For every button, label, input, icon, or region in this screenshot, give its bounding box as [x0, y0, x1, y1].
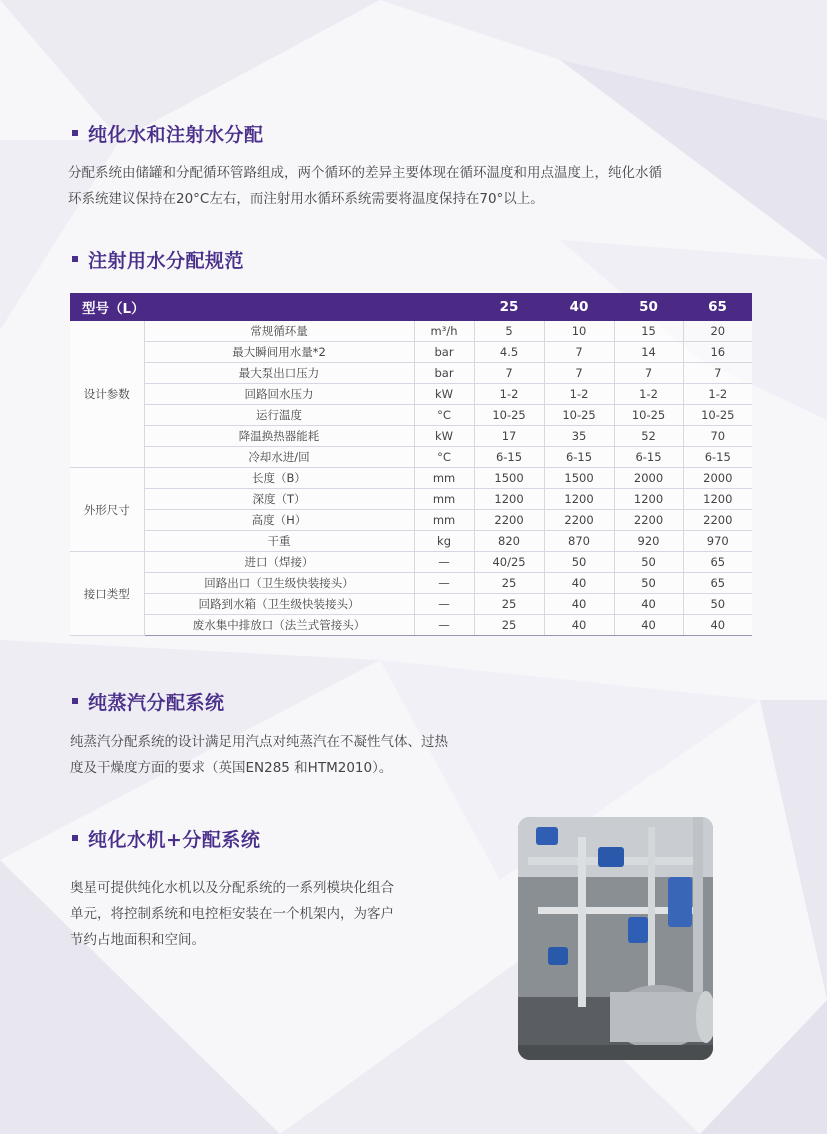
- unit-cell: kW: [414, 384, 474, 405]
- unit-cell: —: [414, 573, 474, 594]
- parameter-label: 最大泵出口压力: [144, 363, 414, 384]
- table-row: [70, 384, 752, 405]
- value-cell: 1-2: [474, 384, 544, 405]
- parameter-label: 降温换热器能耗: [144, 426, 414, 447]
- value-cell: 70: [683, 426, 752, 447]
- value-cell: 1500: [544, 468, 614, 489]
- unit-cell: mm: [414, 489, 474, 510]
- value-cell: 15: [614, 321, 683, 342]
- value-cell: 5: [474, 321, 544, 342]
- value-cell: 52: [614, 426, 683, 447]
- value-cell: 40: [614, 594, 683, 615]
- value-cell: 870: [544, 531, 614, 552]
- table-row: [70, 510, 752, 531]
- section-paragraph-pure-steam: 纯蒸汽分配系统的设计满足用汽点对纯蒸汽在不凝性气体、过热 度及干燥度方面的要求（英国EN285 和HTM2010）。: [70, 734, 448, 776]
- section-title-purified-water: 纯化水和注射水分配: [72, 121, 264, 145]
- table-row: [70, 405, 752, 426]
- value-cell: 40/25: [474, 552, 544, 573]
- value-cell: 25: [474, 594, 544, 615]
- value-cell: 65: [683, 552, 752, 573]
- value-cell: 7: [614, 363, 683, 384]
- value-cell: 17: [474, 426, 544, 447]
- section-paragraph-purified-water: 分配系统由储罐和分配循环管路组成，两个循环的差异主要体现在循环温度和用点温度上，纯化水循 环系统建议保持在20°C左右，而注射用水循环系统需要将温度保持在70°以上。: [68, 165, 662, 207]
- parameter-label: 长度（B）: [144, 468, 414, 489]
- table-row: [70, 447, 752, 468]
- value-cell: 6-15: [683, 447, 752, 468]
- value-cell: 40: [683, 615, 752, 636]
- header-model-50: 50: [614, 293, 683, 321]
- section-title-wfi-spec: 注射用水分配规范: [72, 247, 244, 271]
- value-cell: 50: [544, 552, 614, 573]
- value-cell: 7: [683, 363, 752, 384]
- value-cell: 820: [474, 531, 544, 552]
- value-cell: 2200: [474, 510, 544, 531]
- spec-table: [70, 293, 752, 636]
- value-cell: 2200: [614, 510, 683, 531]
- value-cell: 10-25: [683, 405, 752, 426]
- value-cell: 7: [474, 363, 544, 384]
- equipment-photo: [518, 817, 713, 1060]
- parameter-label: 回路回水压力: [144, 384, 414, 405]
- bullet-square-icon: [72, 130, 78, 136]
- group-label: 接口类型: [70, 552, 144, 636]
- value-cell: 65: [683, 573, 752, 594]
- value-cell: 1200: [544, 489, 614, 510]
- group-label: 设计参数: [70, 321, 144, 468]
- value-cell: 35: [544, 426, 614, 447]
- parameter-label: 回路出口（卫生级快装接头）: [144, 573, 414, 594]
- value-cell: 25: [474, 615, 544, 636]
- bullet-square-icon: [72, 698, 78, 704]
- parameter-label: 回路到水箱（卫生级快装接头）: [144, 594, 414, 615]
- value-cell: 10: [544, 321, 614, 342]
- table-row: [70, 615, 752, 636]
- parameter-label: 高度（H）: [144, 510, 414, 531]
- section-title-pure-steam: 纯蒸汽分配系统: [72, 689, 225, 713]
- header-model-25: 25: [474, 293, 544, 321]
- parameter-label: 最大瞬间用水量*2: [144, 342, 414, 363]
- value-cell: 2000: [614, 468, 683, 489]
- unit-cell: kg: [414, 531, 474, 552]
- parameter-label: 干重: [144, 531, 414, 552]
- value-cell: 4.5: [474, 342, 544, 363]
- value-cell: 1-2: [683, 384, 752, 405]
- header-model: 型号（L）: [70, 293, 474, 321]
- value-cell: 1200: [683, 489, 752, 510]
- unit-cell: mm: [414, 510, 474, 531]
- unit-cell: mm: [414, 468, 474, 489]
- value-cell: 1-2: [614, 384, 683, 405]
- value-cell: 50: [614, 552, 683, 573]
- unit-cell: bar: [414, 363, 474, 384]
- section-paragraph-purified-machine: 奥星可提供纯化水机以及分配系统的一系列模块化组合 单元，将控制系统和电控柜安装在一个机架内，为客户 节约占地面积和空间。: [70, 880, 394, 948]
- table-row: [70, 489, 752, 510]
- value-cell: 2200: [544, 510, 614, 531]
- value-cell: 10-25: [474, 405, 544, 426]
- unit-cell: m³/h: [414, 321, 474, 342]
- value-cell: 25: [474, 573, 544, 594]
- unit-cell: bar: [414, 342, 474, 363]
- unit-cell: —: [414, 615, 474, 636]
- value-cell: 10-25: [614, 405, 683, 426]
- table-row: [70, 363, 752, 384]
- value-cell: 2200: [683, 510, 752, 531]
- bullet-square-icon: [72, 256, 78, 262]
- value-cell: 40: [544, 594, 614, 615]
- value-cell: 20: [683, 321, 752, 342]
- value-cell: 40: [544, 573, 614, 594]
- value-cell: 10-25: [544, 405, 614, 426]
- value-cell: 50: [614, 573, 683, 594]
- table-row: [70, 342, 752, 363]
- header-model-40: 40: [544, 293, 614, 321]
- table-row: [70, 321, 752, 342]
- value-cell: 6-15: [614, 447, 683, 468]
- value-cell: 6-15: [474, 447, 544, 468]
- parameter-label: 进口（焊接）: [144, 552, 414, 573]
- parameter-label: 废水集中排放口（法兰式管接头）: [144, 615, 414, 636]
- value-cell: 7: [544, 363, 614, 384]
- unit-cell: °C: [414, 447, 474, 468]
- table-row: [70, 426, 752, 447]
- unit-cell: —: [414, 594, 474, 615]
- parameter-label: 深度（T）: [144, 489, 414, 510]
- table-header-row: [70, 293, 752, 321]
- value-cell: 1-2: [544, 384, 614, 405]
- value-cell: 40: [614, 615, 683, 636]
- section-title-purified-machine: 纯化水机+分配系统: [72, 826, 260, 850]
- bullet-square-icon: [72, 835, 78, 841]
- value-cell: 16: [683, 342, 752, 363]
- value-cell: 1500: [474, 468, 544, 489]
- header-model-65: 65: [683, 293, 752, 321]
- table-row: [70, 573, 752, 594]
- parameter-label: 冷却水进/回: [144, 447, 414, 468]
- value-cell: 6-15: [544, 447, 614, 468]
- unit-cell: —: [414, 552, 474, 573]
- value-cell: 970: [683, 531, 752, 552]
- parameter-label: 常规循环量: [144, 321, 414, 342]
- value-cell: 920: [614, 531, 683, 552]
- unit-cell: kW: [414, 426, 474, 447]
- unit-cell: °C: [414, 405, 474, 426]
- table-row: [70, 531, 752, 552]
- value-cell: 40: [544, 615, 614, 636]
- value-cell: 1200: [614, 489, 683, 510]
- table-row: [70, 468, 752, 489]
- table-row: [70, 594, 752, 615]
- parameter-label: 运行温度: [144, 405, 414, 426]
- value-cell: 1200: [474, 489, 544, 510]
- group-label: 外形尺寸: [70, 468, 144, 552]
- value-cell: 2000: [683, 468, 752, 489]
- value-cell: 7: [544, 342, 614, 363]
- value-cell: 14: [614, 342, 683, 363]
- value-cell: 50: [683, 594, 752, 615]
- table-row: [70, 552, 752, 573]
